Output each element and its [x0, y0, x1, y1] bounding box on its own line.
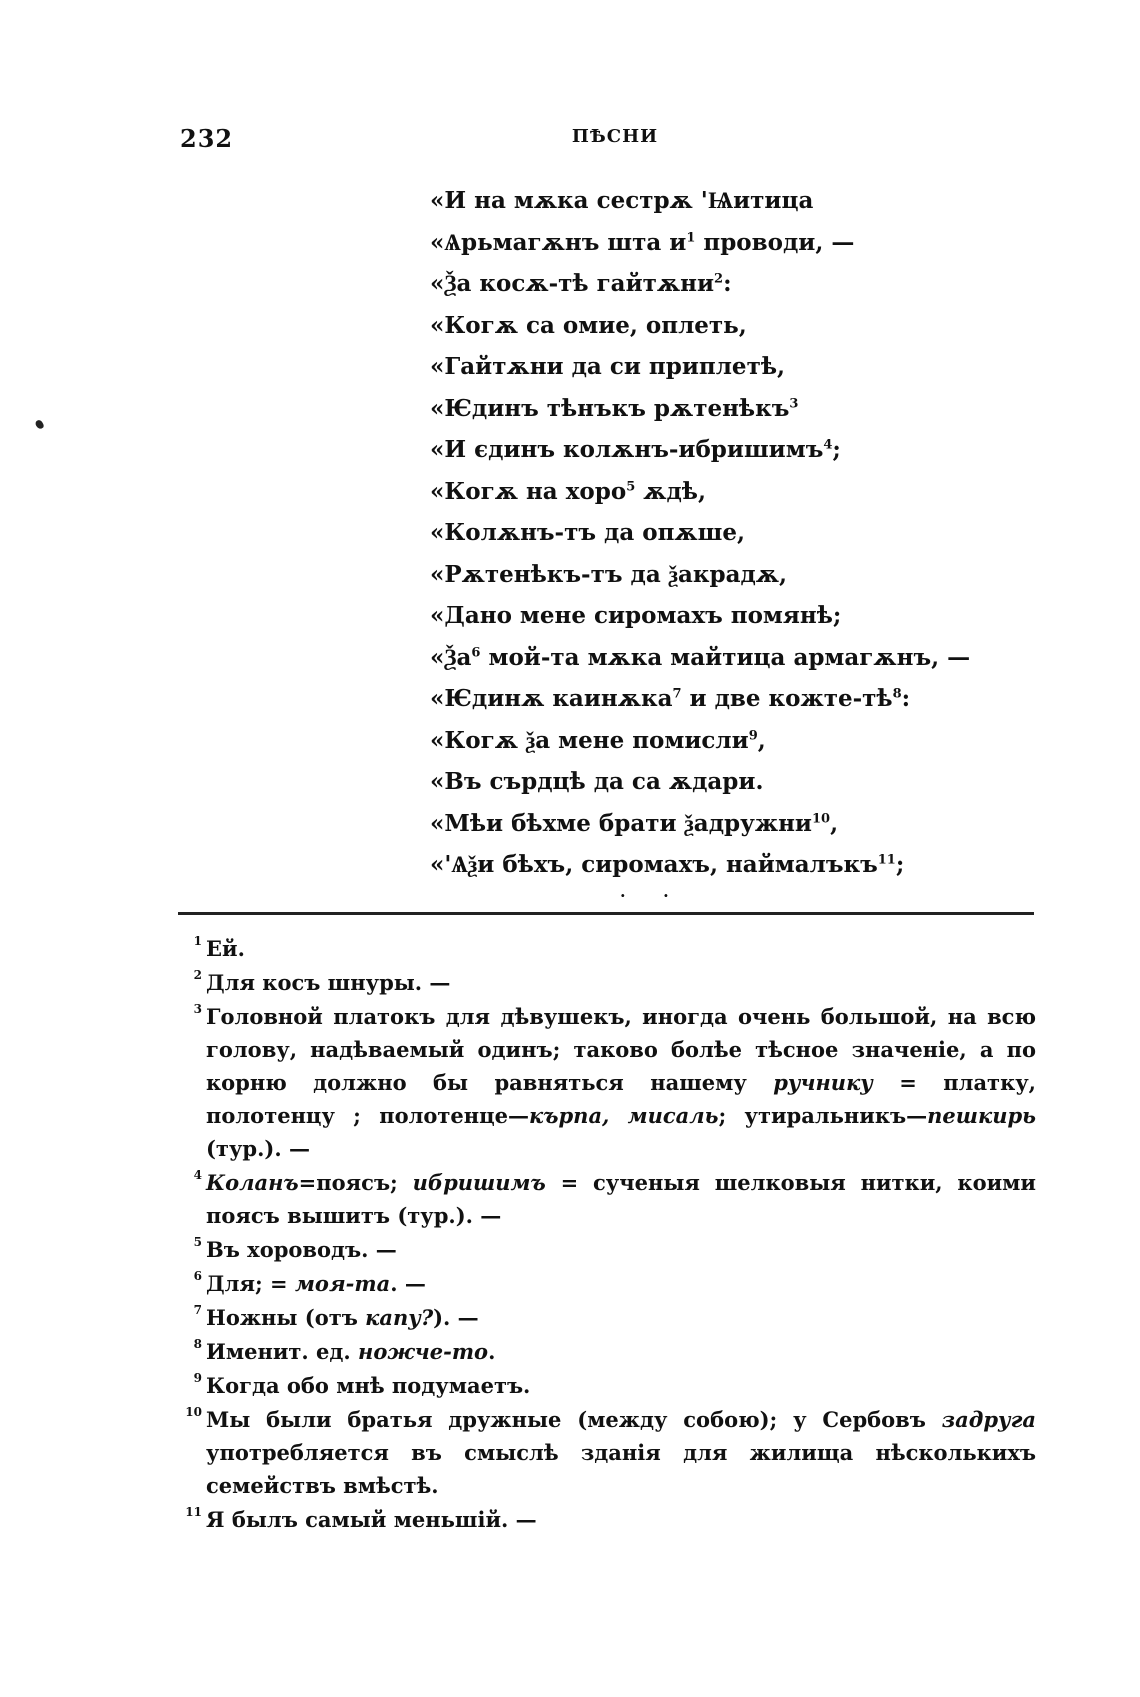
footnote-ref[interactable]: 11 — [877, 852, 896, 868]
footnote-ref[interactable]: 4 — [823, 437, 833, 453]
footnote-number: 7 — [193, 1303, 202, 1317]
song-line: «$Ѯа^6$ мой-та мѫка майтица армагѫнъ, — — [430, 643, 971, 671]
continuation-dots: · · — [620, 886, 685, 905]
song-verse — [430, 180, 971, 886]
footnote-number: 2 — [193, 968, 202, 982]
footnote-number: 6 — [193, 1269, 202, 1283]
footnote-text: Когда обо мнѣ подумаетъ. — [206, 1373, 531, 1398]
footnote-text: Головной платокъ для дѣвушекъ, иногда очень большой, на всю голову, надѣваемый одинъ; таково болѣе тѣсное значеніе, а по корню должно бы равняться нашему ручнику = платку, полотенцу ; полотенце—кърпа, мисаль; утиральникъ—пешкирь (тур.). — — [206, 1004, 1037, 1161]
song-line: «Когѫ ѯа мене помисли$^9$, — [430, 726, 766, 754]
footnote-number: 9 — [193, 1371, 202, 1385]
footnote-ref[interactable]: 5 — [626, 478, 636, 494]
footnote-ref[interactable]: 7 — [672, 686, 682, 702]
footnote — [186, 1503, 1036, 1536]
footnote — [186, 1166, 1036, 1232]
song-line: «Когѫ на хоро$^5$ ѫдѣ, — [430, 477, 706, 505]
song-line: «'Ѧѯи бѣхъ, сиромахъ, наймалъкъ$^{11}$; — [430, 851, 905, 878]
footnote-ref[interactable]: 2 — [714, 271, 724, 287]
song-line: «Ѥдинѫ каинѫка$^7$ и две кожте-$тѣ^8$: — [430, 685, 911, 712]
footnote-ref[interactable]: 1 — [686, 229, 696, 245]
footnote — [186, 1233, 1036, 1266]
footnote-text: Для косъ шнуры. — — [206, 970, 451, 995]
footnote-ref[interactable]: 9 — [748, 727, 758, 743]
footnote-ref[interactable]: 8 — [892, 686, 902, 702]
song-line: «И на мѫка сестрѫ 'Ѩитица — [430, 187, 814, 214]
footnote-number: 5 — [193, 1235, 202, 1249]
song-line: «И єдинъ колѫнъ-ибришимъ$^4$; — [430, 436, 841, 463]
footnote-number: 4 — [193, 1168, 202, 1182]
footnote-text: Именит. ед. ножче-то. — [206, 1339, 496, 1364]
footnote — [186, 1267, 1036, 1300]
song-line: «Ѥдинъ тѣнъкъ рѫтенѣкъ$^3$ — [430, 394, 799, 422]
running-head: ПѢСНИ — [571, 126, 659, 147]
footnotes — [186, 932, 1036, 1537]
footnote — [186, 1335, 1036, 1368]
footnote-number: 10 — [185, 1405, 202, 1419]
footnote-text: Въ хороводъ. — — [206, 1237, 397, 1262]
song-line: «Дано мене сиромахъ помянѣ; — [430, 602, 842, 629]
footnote — [186, 966, 1036, 999]
ink-speck — [34, 419, 45, 430]
footnote-ref[interactable]: 3 — [789, 395, 799, 411]
footnote-text: Для; = моя-та. — — [206, 1271, 426, 1296]
song-line: «Ѧрьмагѫнъ шта $и^1$ проводи, — — [430, 228, 855, 256]
footnote-ref[interactable]: 6 — [471, 644, 481, 660]
footnote — [186, 1301, 1036, 1334]
song-line: «Гайтѫни да си приплетѣ, — [430, 353, 785, 380]
song-line: «Ѯа косѫ-тѣ гайтѫни$^2$: — [430, 270, 732, 297]
footnote — [186, 932, 1036, 965]
song-line: «Въ сърдцѣ да са ѫдари. — [430, 768, 764, 795]
footnote-text: Мы были братья дружные (между собою); у Сербовъ задруга употребляется въ смыслѣ зданія для жилища нѣсколькихъ семействъ вмѣстѣ. — [206, 1407, 1036, 1498]
footnote-ref[interactable]: 10 — [811, 810, 831, 826]
footnote-number: 11 — [185, 1505, 202, 1519]
footnote-text: Коланъ=поясъ; ибришимъ = сученыя шелковыя нитки, коими поясъ вышитъ (тур.). — — [206, 1170, 1036, 1228]
footnote-rule — [178, 912, 1034, 915]
song-line: «Когѫ са омие, оплеть, — [430, 311, 747, 339]
footnote — [186, 1403, 1036, 1502]
footnote-text: Я былъ самый меньшій. — — [206, 1507, 537, 1532]
footnote — [186, 1369, 1036, 1402]
song-line: «Мѣи бѣхме брати ѯадружни$^{10}$, — [430, 809, 839, 837]
footnote-text: Ножны (отъ капу?). — — [206, 1305, 479, 1330]
song-line: «Колѫнъ-тъ да опѫше, — [430, 519, 746, 546]
footnote-number: 8 — [193, 1337, 202, 1351]
footnote-number: 3 — [193, 1002, 202, 1016]
page-number: 232 — [180, 124, 234, 153]
song-line: «Рѫтенѣкъ-тъ да ѯакрадѫ, — [430, 560, 788, 588]
footnote-number: 1 — [193, 934, 202, 948]
footnote — [186, 1000, 1036, 1165]
footnote-text: Ей. — [206, 936, 245, 961]
